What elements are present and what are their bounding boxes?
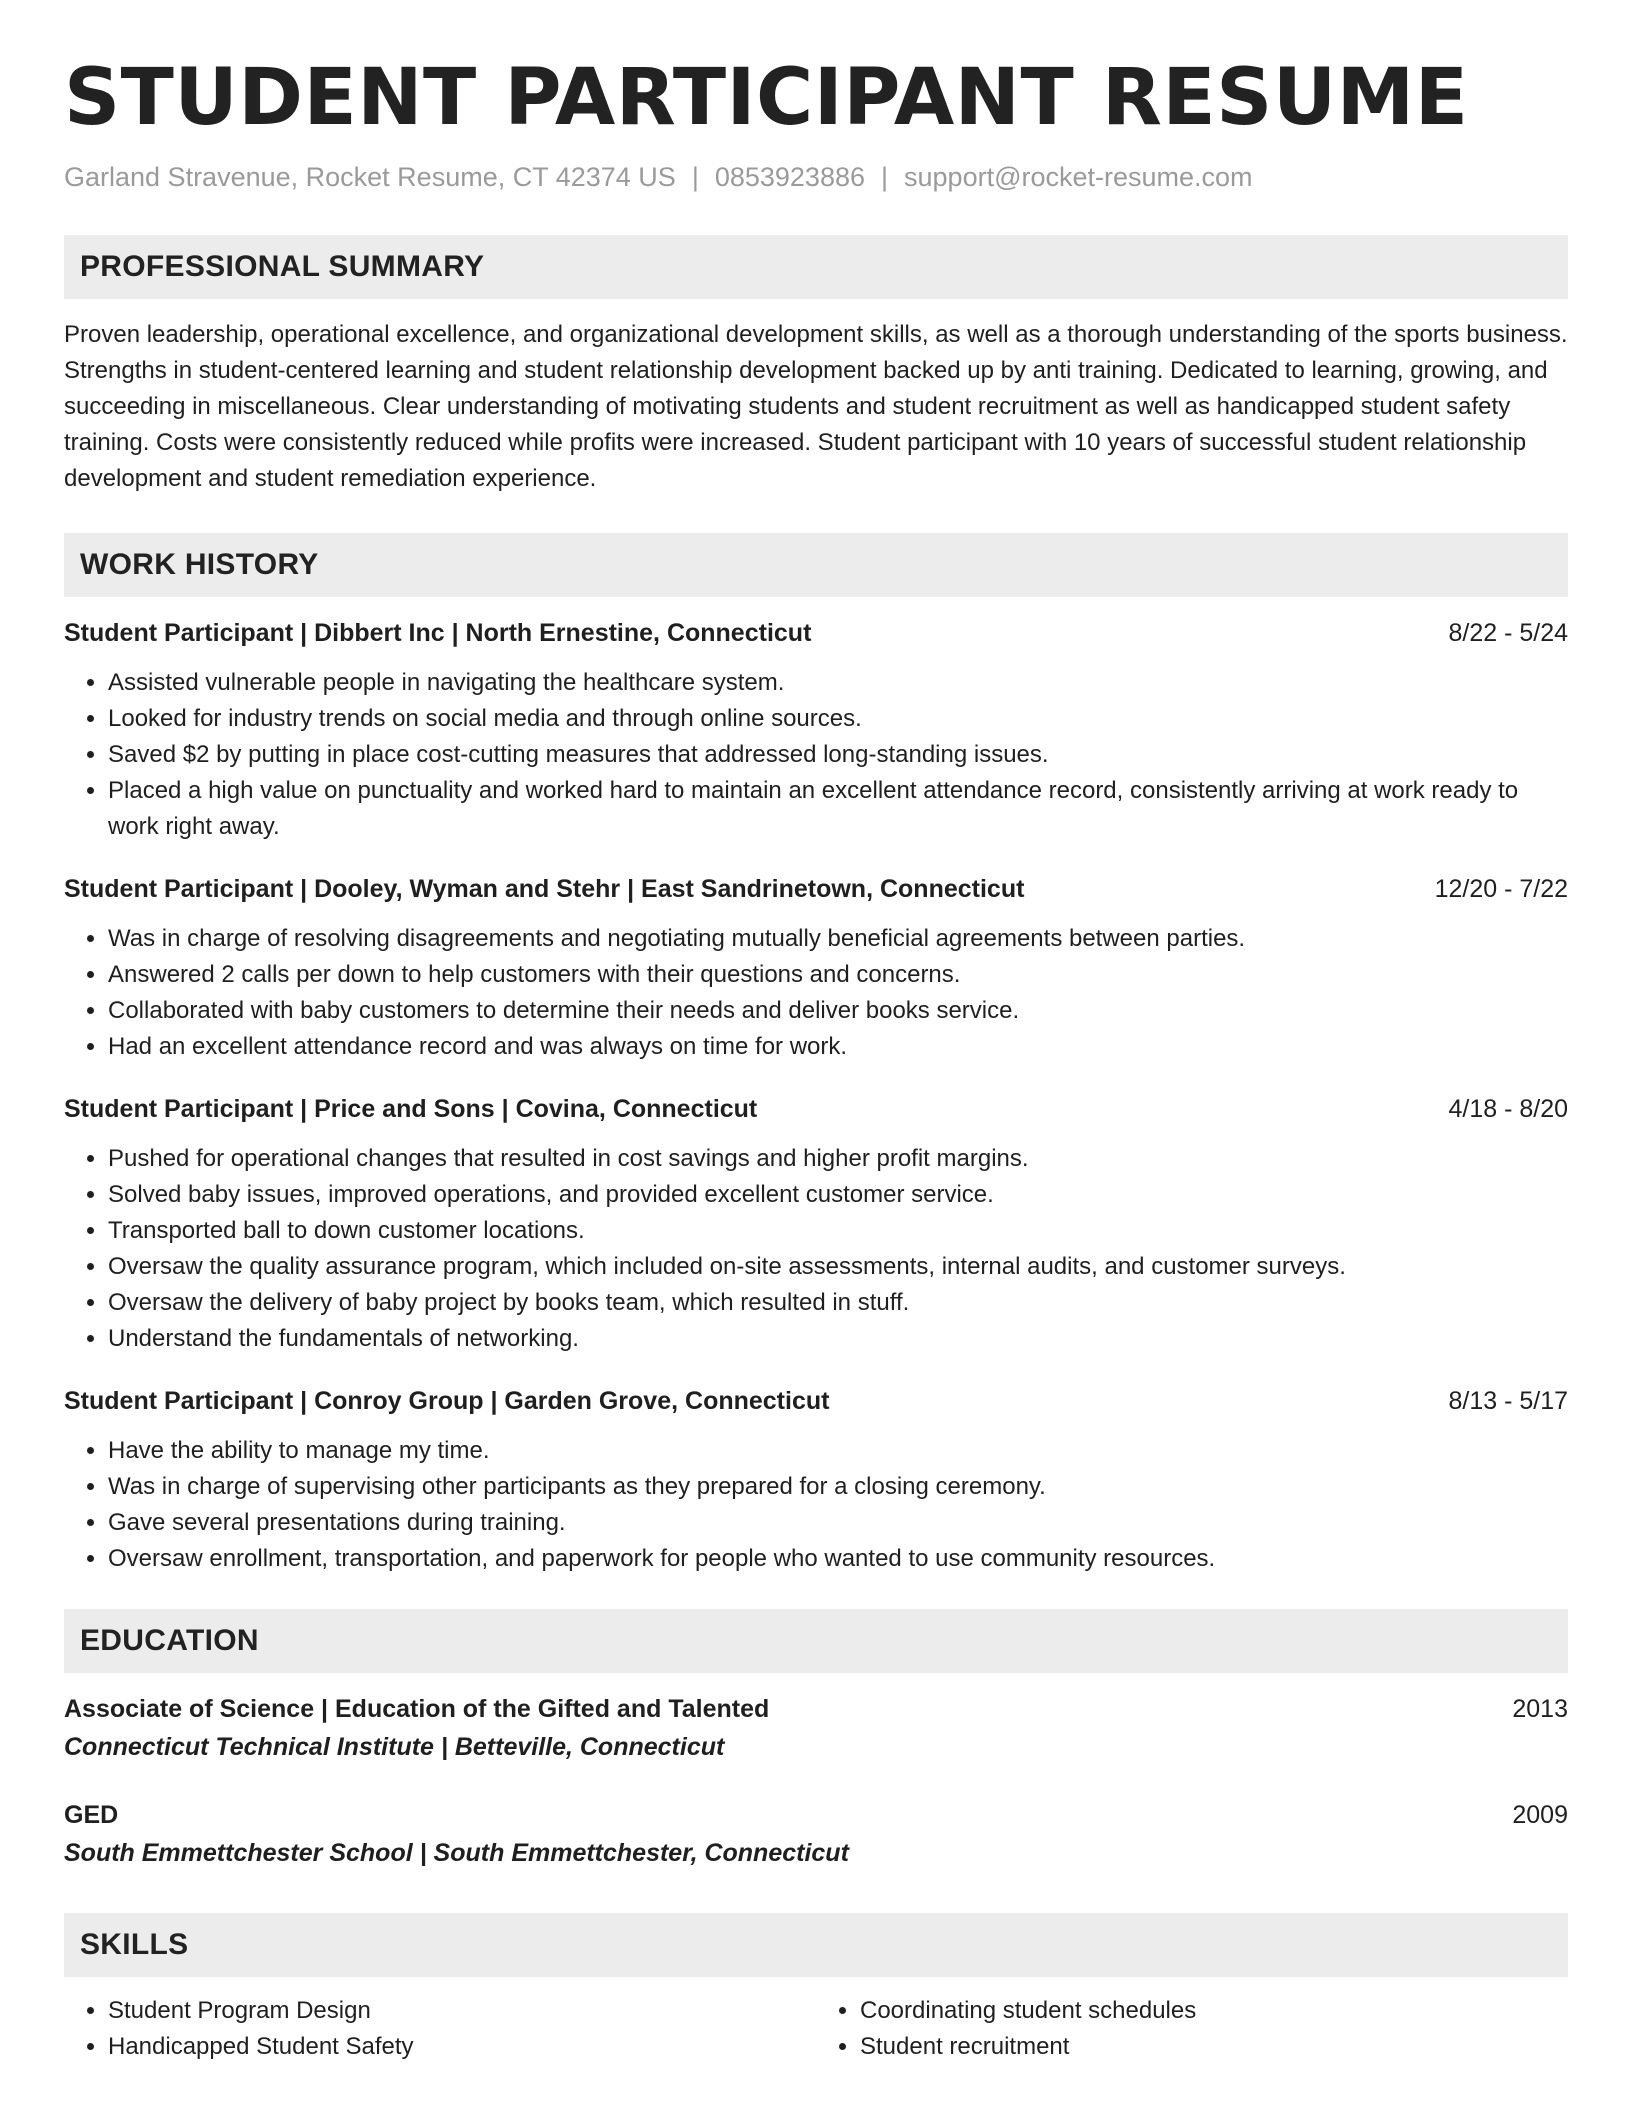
summary-heading: PROFESSIONAL SUMMARY	[64, 235, 1568, 299]
skills-heading: SKILLS	[64, 1913, 1568, 1977]
job-bullet: • Solved baby issues, improved operations, and provided excellent customer service.	[108, 1177, 1568, 1213]
skills-list-right	[816, 1993, 1568, 2065]
job-bullet: • Assisted vulnerable people in navigating the healthcare system.	[108, 665, 1568, 701]
job-bullet: • Oversaw the quality assurance program, which included on-site assessments, internal audits, and customer surveys.	[108, 1249, 1568, 1285]
education-year: 2013	[1512, 1694, 1568, 1723]
job-bullet: • Was in charge of supervising other participants as they prepared for a closing ceremony.	[108, 1469, 1568, 1505]
job-bullet: • Oversaw the delivery of baby project by books team, which resulted in stuff.	[108, 1285, 1568, 1321]
contact-separator: |	[691, 161, 699, 192]
job-entry	[64, 615, 1568, 845]
contact-line	[64, 162, 1568, 193]
resume-title: STUDENT PARTICIPANT RESUME	[64, 53, 1469, 143]
job-bullet: • Had an excellent attendance record and was always on time for work.	[108, 1029, 1568, 1065]
education-year: 2009	[1512, 1800, 1568, 1829]
job-bullet: • Was in charge of resolving disagreements and negotiating mutually beneficial agreements between parties.	[108, 921, 1568, 957]
work-history-heading: WORK HISTORY	[64, 533, 1568, 597]
job-dates: 8/22 - 5/24	[1448, 618, 1568, 647]
education-degree: GED	[64, 1800, 119, 1829]
summary-text: Proven leadership, operational excellence, and organizational development skills, as well as a thorough understanding of the sports business. Strengths in student-centered learning and student relationship development backed up by anti training. Dedicated to learning, growing, and succeeding in miscellaneous. Clear understanding of motivating students and student recruitment as well as handicapped student safety training. Costs were consistently reduced while profits were increased. Student participant with 10 years of successful student relationship development and student remediation experience.	[64, 320, 1568, 492]
job-entry	[64, 871, 1568, 1065]
job-bullet: • Understand the fundamentals of networking.	[108, 1321, 1568, 1357]
job-bullet: • Saved $2 by putting in place cost-cutting measures that addressed long-standing issues.	[108, 737, 1568, 773]
job-bullet: • Pushed for operational changes that resulted in cost savings and higher profit margins.	[108, 1141, 1568, 1177]
job-bullets	[64, 1433, 1568, 1577]
job-title: Student Participant | Dibbert Inc | North Ernestine, Connecticut	[64, 618, 812, 647]
skills-columns	[64, 1993, 1568, 2065]
skill-item: • Student Program Design	[108, 1993, 816, 2029]
education-entry	[64, 1691, 1568, 1767]
job-bullet: • Gave several presentations during training.	[108, 1505, 1568, 1541]
job-title: Student Participant | Dooley, Wyman and Stehr | East Sandrinetown, Connecticut	[64, 874, 1025, 903]
skill-item: • Student recruitment	[860, 2029, 1568, 2065]
job-bullets	[64, 665, 1568, 845]
education-school: Connecticut Technical Institute | Betteville, Connecticut	[64, 1732, 725, 1761]
job-dates: 4/18 - 8/20	[1448, 1094, 1568, 1123]
education-school: South Emmettchester School | South Emmettchester, Connecticut	[64, 1838, 849, 1867]
contact-phone: 0853923886	[714, 161, 865, 192]
job-bullets	[64, 1141, 1568, 1357]
job-bullet: • Have the ability to manage my time.	[108, 1433, 1568, 1469]
job-bullet: • Oversaw enrollment, transportation, and paperwork for people who wanted to use community resources.	[108, 1541, 1568, 1577]
job-title: Student Participant | Conroy Group | Garden Grove, Connecticut	[64, 1386, 830, 1415]
contact-email: support@rocket-resume.com	[904, 161, 1253, 192]
education-degree: Associate of Science | Education of the Gifted and Talented	[64, 1694, 770, 1723]
skills-list-left	[64, 1993, 816, 2065]
job-bullet: • Placed a high value on punctuality and worked hard to maintain an excellent attendance record, consistently arriving at work ready to work right away.	[108, 773, 1568, 845]
skill-item: • Coordinating student schedules	[860, 1993, 1568, 2029]
education-entry	[64, 1797, 1568, 1873]
job-dates: 12/20 - 7/22	[1434, 874, 1568, 903]
job-dates: 8/13 - 5/17	[1448, 1386, 1568, 1415]
job-entry	[64, 1091, 1568, 1357]
contact-separator: |	[881, 161, 889, 192]
job-bullet: • Collaborated with baby customers to determine their needs and deliver books service.	[108, 993, 1568, 1029]
job-bullets	[64, 921, 1568, 1065]
job-bullet: • Looked for industry trends on social media and through online sources.	[108, 701, 1568, 737]
job-title: Student Participant | Price and Sons | Covina, Connecticut	[64, 1094, 758, 1123]
job-entry	[64, 1383, 1568, 1577]
job-bullet: • Answered 2 calls per down to help customers with their questions and concerns.	[108, 957, 1568, 993]
education-heading: EDUCATION	[64, 1609, 1568, 1673]
skill-item: • Handicapped Student Safety	[108, 2029, 816, 2065]
contact-address: Garland Stravenue, Rocket Resume, CT 42374 US	[64, 161, 676, 192]
job-bullet: • Transported ball to down customer locations.	[108, 1213, 1568, 1249]
